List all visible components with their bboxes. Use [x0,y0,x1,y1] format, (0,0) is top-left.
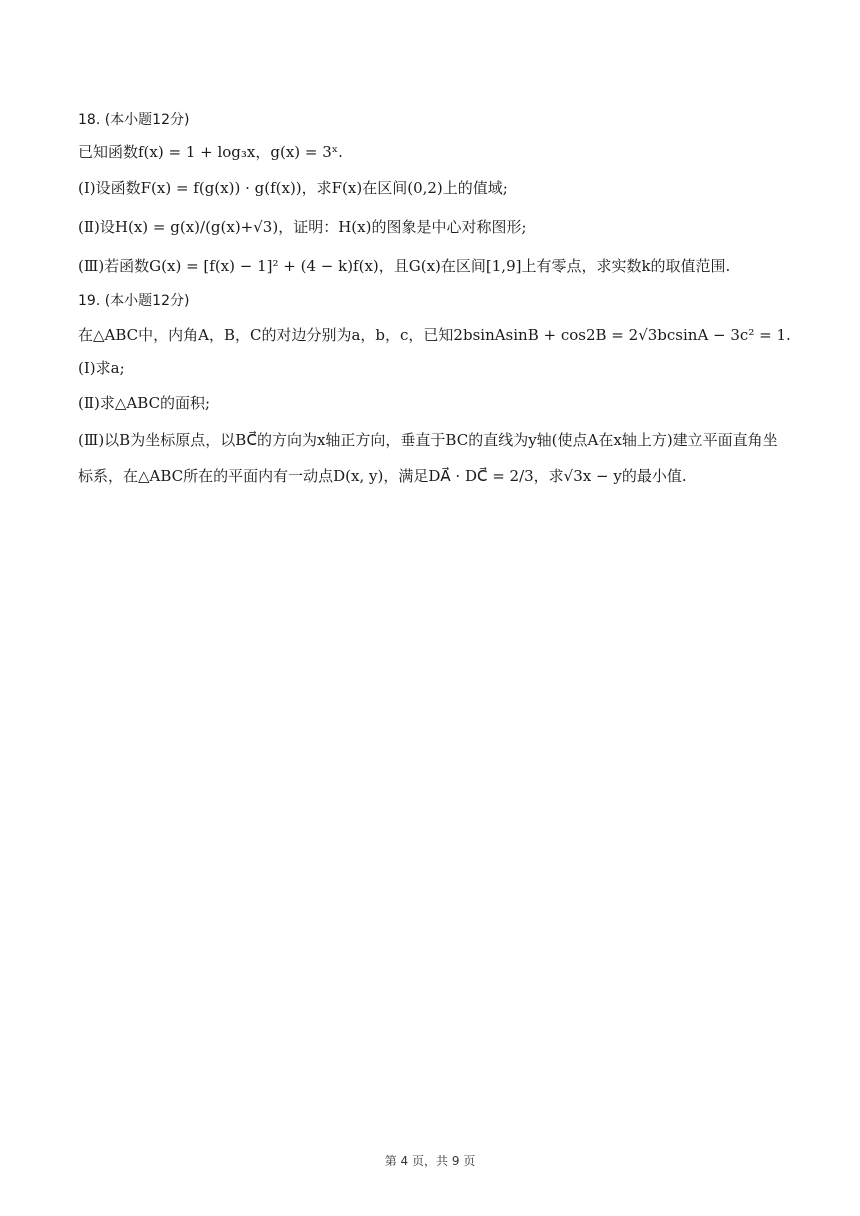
problem-18-part-2: (Ⅱ)设H(x) = g(x)/(g(x)+√3)，证明：H(x)的图象是中心对称图形; [78,218,527,236]
problem-19-part-3-continued: 标系，在△ABC所在的平面内有一动点D(x, y)，满足DA⃗ · DC⃗ = 2/3，求√3x − y的最小值. [78,467,687,485]
problem-19-part-2: (Ⅱ)求△ABC的面积; [78,394,211,412]
page-footer: 第 4 页，共 9 页 [384,1154,476,1168]
problem-19-part-3: (Ⅲ)以B为坐标原点，以BC⃗的方向为x轴正方向，垂直于BC的直线为y轴(使点A在x轴上方)建立平面直角坐 [78,431,778,449]
problem-18-statement: 已知函数f(x) = 1 + log₃x，g(x) = 3ˣ. [78,143,343,161]
problem-19-part-1: (Ⅰ)求a; [78,359,125,377]
problem-19-header: 19. (本小题12分) [78,293,190,309]
problem-18-part-3: (Ⅲ)若函数G(x) = [f(x) − 1]² + (4 − k)f(x)，且G(x)在区间[1,9]上有零点，求实数k的取值范围. [78,257,731,275]
problem-18-header: 18. (本小题12分) [78,112,190,128]
problem-18-part-1: (Ⅰ)设函数F(x) = f(g(x)) · g(f(x))，求F(x)在区间(0,2)上的值域; [78,179,508,197]
problem-19-statement: 在△ABC中，内角A，B，C的对边分别为a，b，c，已知2bsinAsinB + cos2B = 2√3bcsinA − 3c² = 1. [78,326,791,344]
